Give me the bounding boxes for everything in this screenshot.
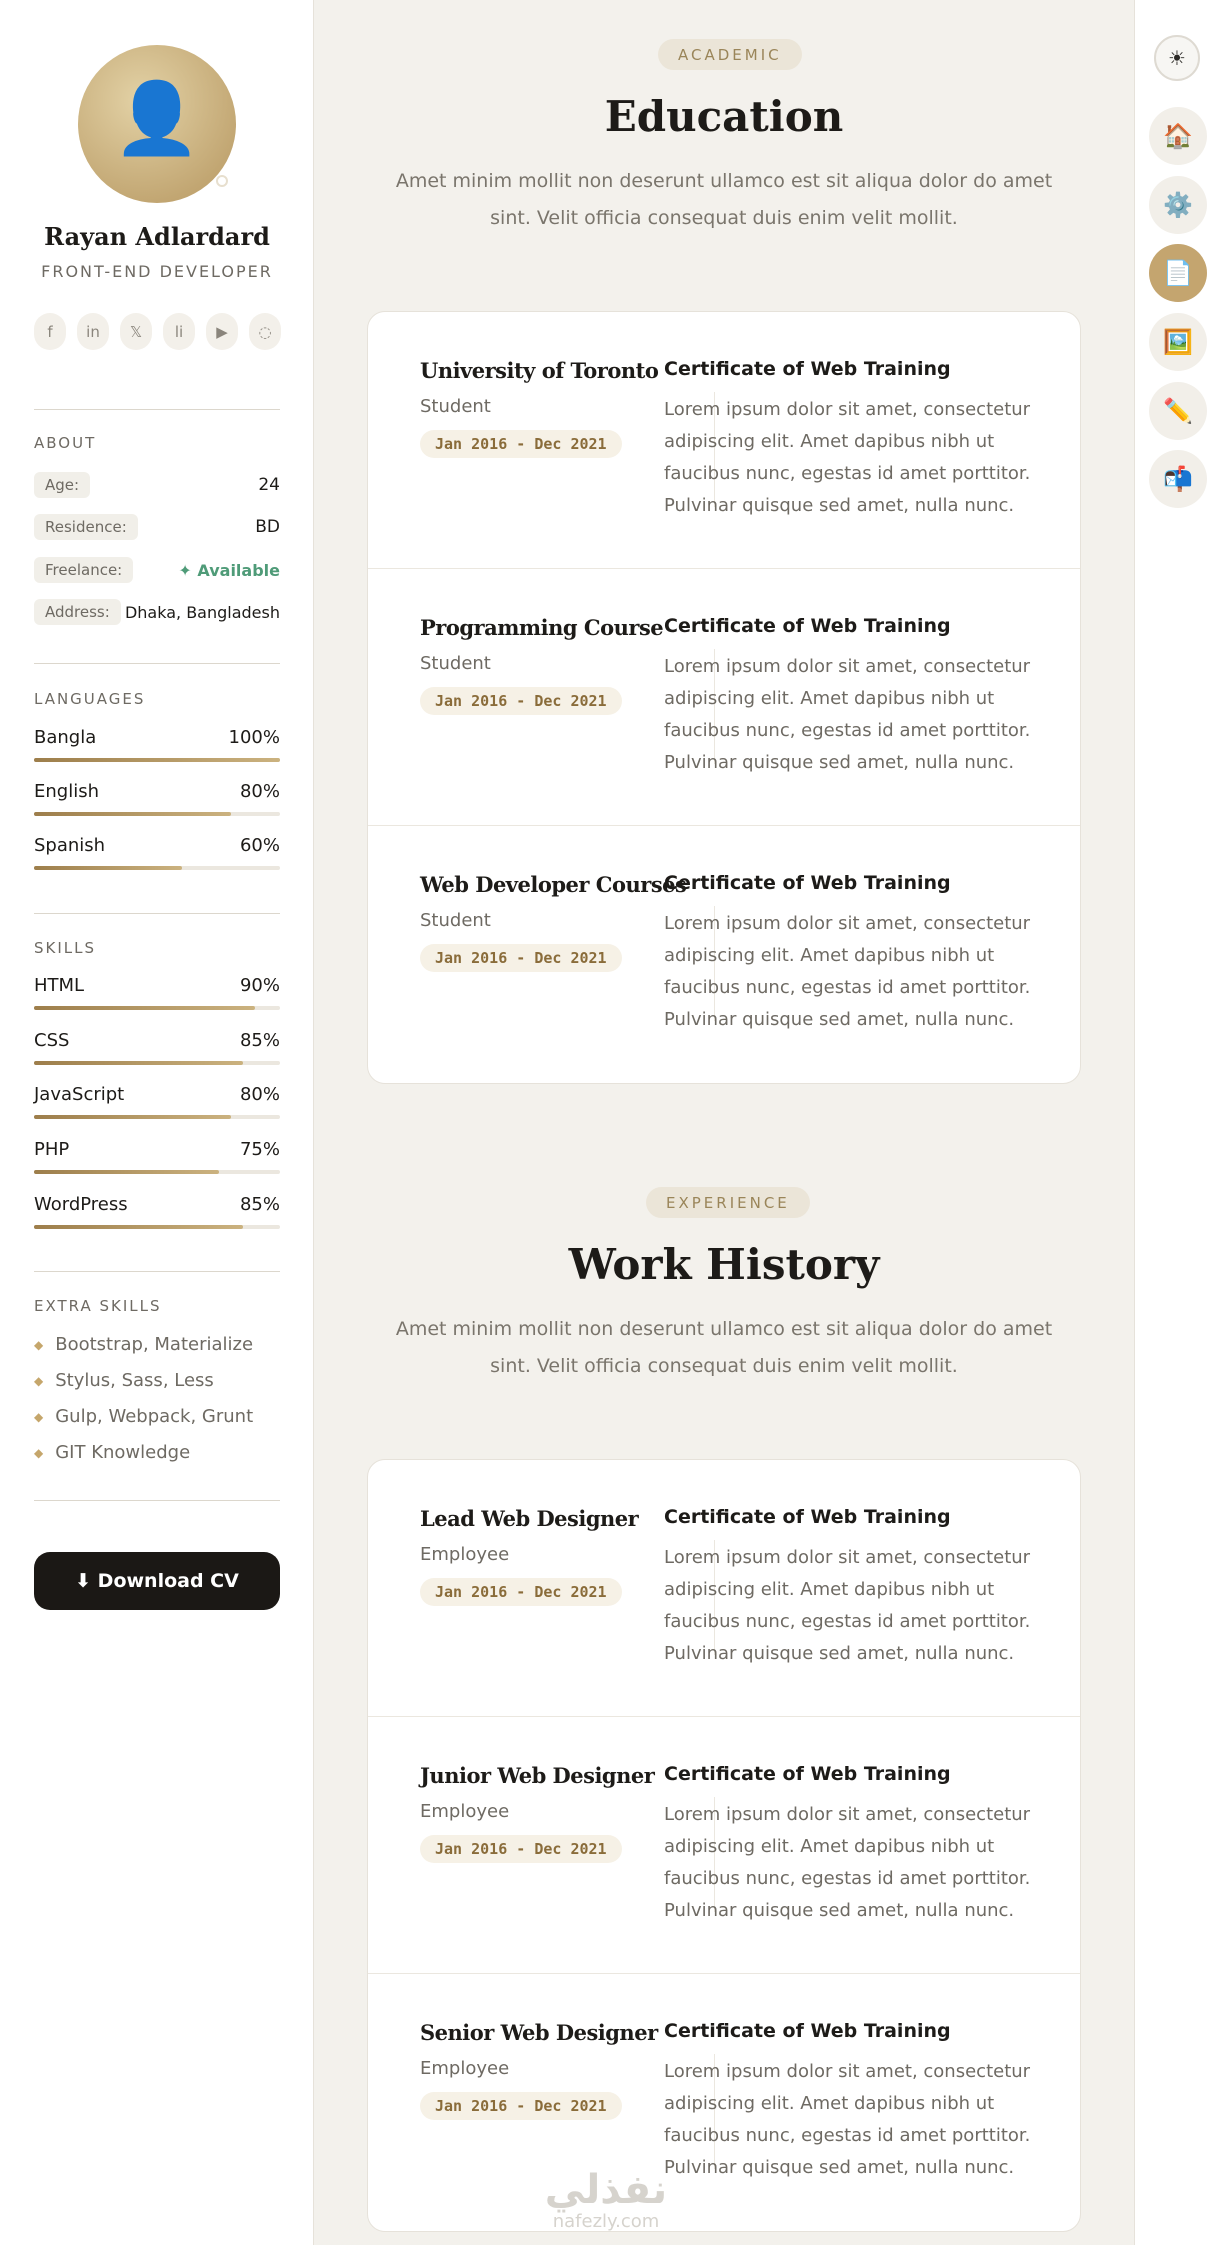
profile-role: FRONT-END DEVELOPER xyxy=(41,262,273,281)
entry-description: Lorem ipsum dolor sit amet, consectetur adipiscing elit. Amet dapibus nibh ut faucibus nunc, egestas id amet porttitor. Pulvinar quisque sed amet, nulla nunc. xyxy=(664,1804,1031,1921)
divider xyxy=(34,1271,280,1272)
skills-label: SKILLS xyxy=(34,939,97,957)
progress-fill xyxy=(34,1006,255,1010)
about-value: BD xyxy=(255,517,280,537)
progress-fill xyxy=(34,812,231,816)
section-title-education: Education xyxy=(604,92,844,141)
x-icon[interactable]: 𝕏 xyxy=(120,313,152,350)
progress-track xyxy=(34,758,280,762)
entry-role: Employee xyxy=(420,1544,510,1565)
nav-portfolio-button[interactable]: 🖼️ xyxy=(1149,313,1207,371)
progress-track xyxy=(34,1006,280,1010)
entry-description: Lorem ipsum dolor sit amet, consectetur adipiscing elit. Amet dapibus nibh ut faucibus nunc, egestas id amet porttitor. Pulvinar quisque sed amet, nulla nunc. xyxy=(664,913,1031,1030)
about-value: 24 xyxy=(258,475,280,495)
about-row-age xyxy=(34,471,280,499)
skill-php xyxy=(34,1139,280,1174)
avatar xyxy=(78,45,236,203)
language-percent: 80% xyxy=(239,781,280,802)
skill-name: CSS xyxy=(34,1030,70,1051)
entry-certificate: Certificate of Web Training xyxy=(664,615,951,637)
progress-fill xyxy=(34,758,280,762)
linkedin-icon[interactable]: in xyxy=(77,313,109,350)
watermark-text: نفذلي xyxy=(544,2167,668,2213)
about-key: Age: xyxy=(34,472,90,498)
skill-percent: 85% xyxy=(239,1194,280,1215)
education-entry xyxy=(368,312,1080,569)
progress-fill xyxy=(34,866,182,870)
watermark-logo xyxy=(536,2168,676,2232)
language-name: Spanish xyxy=(34,835,106,856)
skill-percent: 85% xyxy=(239,1030,280,1051)
youtube-icon[interactable]: ▶ xyxy=(206,313,238,350)
entry-title: Programming Course xyxy=(420,615,664,640)
entry-date-badge: Jan 2016 - Dec 2021 xyxy=(420,687,622,715)
divider xyxy=(34,1500,280,1501)
bullet-icon: ◆ xyxy=(34,1373,44,1388)
entry-date-badge: Jan 2016 - Dec 2021 xyxy=(420,430,622,458)
progress-track xyxy=(34,1225,280,1229)
section-intro-education: Amet minim mollit non deserunt ullamco est sit aliqua dolor do amet sint. Velit officia consequat duis enim velit mollit. xyxy=(395,170,1053,229)
skill-name: WordPress xyxy=(34,1194,128,1215)
extra-skills-label: EXTRA SKILLS xyxy=(34,1297,162,1315)
entry-date-badge: Jan 2016 - Dec 2021 xyxy=(420,1835,622,1863)
about-value: Dhaka, Bangladesh xyxy=(124,602,280,622)
skill-html xyxy=(34,975,280,1010)
progress-fill xyxy=(34,1170,219,1174)
nav-resume-button[interactable]: 📄 xyxy=(1149,244,1207,302)
entry-role: Employee xyxy=(420,1801,510,1822)
progress-fill xyxy=(34,1061,243,1065)
skill-name: JavaScript xyxy=(34,1084,125,1105)
work-entry xyxy=(368,1974,1080,2231)
divider xyxy=(34,663,280,664)
extra-skill-item xyxy=(34,1406,253,1427)
nav-blog-button[interactable]: ✏️ xyxy=(1149,382,1207,440)
entry-title: Web Developer Courses xyxy=(420,872,687,897)
entry-title: University of Toronto xyxy=(420,358,659,383)
language-percent: 60% xyxy=(239,835,280,856)
work-history-card xyxy=(367,1459,1081,2232)
languages-label: LANGUAGES xyxy=(34,690,146,708)
nav-services-button[interactable]: ⚙️ xyxy=(1149,176,1207,234)
skill-percent: 90% xyxy=(239,975,280,996)
progress-track xyxy=(34,1170,280,1174)
language-spanish xyxy=(34,835,280,870)
divider xyxy=(34,409,280,410)
download-cv-label: ⬇ Download CV xyxy=(75,1570,239,1592)
extra-skill-text: Gulp, Webpack, Grunt xyxy=(55,1406,254,1427)
education-card xyxy=(367,311,1081,1084)
online-status-dot xyxy=(216,175,228,187)
extra-skill-item xyxy=(34,1442,190,1463)
entry-title: Senior Web Designer xyxy=(420,2020,658,2045)
entry-description: Lorem ipsum dolor sit amet, consectetur adipiscing elit. Amet dapibus nibh ut faucibus nunc, egestas id amet porttitor. Pulvinar quisque sed amet, nulla nunc. xyxy=(664,656,1031,773)
facebook-icon[interactable]: f xyxy=(34,313,66,350)
availability-status: ✦ Available xyxy=(178,560,280,580)
section-intro-work: Amet minim mollit non deserunt ullamco est sit aliqua dolor do amet sint. Velit officia consequat duis enim velit mollit. xyxy=(395,1318,1053,1377)
progress-fill xyxy=(34,1115,231,1119)
progress-track xyxy=(34,1061,280,1065)
profile-name: Rayan Adlardard xyxy=(44,222,270,251)
entry-certificate: Certificate of Web Training xyxy=(664,1763,951,1785)
progress-track xyxy=(34,1115,280,1119)
skill-javascript xyxy=(34,1084,280,1119)
li-icon[interactable]: li xyxy=(163,313,195,350)
entry-description: Lorem ipsum dolor sit amet, consectetur adipiscing elit. Amet dapibus nibh ut faucibus nunc, egestas id amet porttitor. Pulvinar quisque sed amet, nulla nunc. xyxy=(664,399,1031,516)
profile-sidebar xyxy=(0,0,314,2245)
download-cv-button[interactable] xyxy=(34,1552,280,1610)
language-name: Bangla xyxy=(34,727,97,748)
language-name: English xyxy=(34,781,99,802)
entry-role: Employee xyxy=(420,2058,510,2079)
entry-description: Lorem ipsum dolor sit amet, consectetur adipiscing elit. Amet dapibus nibh ut faucibus nunc, egestas id amet porttitor. Pulvinar quisque sed amet, nulla nunc. xyxy=(664,2061,1031,2178)
entry-role: Student xyxy=(420,653,491,674)
bullet-icon: ◆ xyxy=(34,1337,44,1352)
entry-description: Lorem ipsum dolor sit amet, consectetur adipiscing elit. Amet dapibus nibh ut faucibus nunc, egestas id amet porttitor. Pulvinar quisque sed amet, nulla nunc. xyxy=(664,1547,1031,1664)
social-links xyxy=(34,313,281,350)
section-pill-experience: EXPERIENCE xyxy=(646,1187,810,1218)
theme-toggle-button[interactable]: ☀ xyxy=(1154,35,1200,81)
progress-fill xyxy=(34,1225,243,1229)
watermark-url: nafezly.com xyxy=(552,2211,660,2232)
person-icon: 👤 xyxy=(113,77,201,159)
skill-css xyxy=(34,1030,280,1065)
bullet-icon: ◆ xyxy=(34,1445,44,1460)
skill-percent: 80% xyxy=(239,1084,280,1105)
nav-home-button[interactable]: 🏠 xyxy=(1149,107,1207,165)
about-label: ABOUT xyxy=(34,434,97,452)
github-icon[interactable]: ◌ xyxy=(249,313,281,350)
work-entry xyxy=(368,1717,1080,1974)
education-entry xyxy=(368,826,1080,1083)
education-entry xyxy=(368,569,1080,826)
about-row-residence xyxy=(34,513,280,541)
entry-certificate: Certificate of Web Training xyxy=(664,2020,951,2042)
progress-track xyxy=(34,812,280,816)
section-pill-academic: ACADEMIC xyxy=(658,39,802,70)
about-key: Address: xyxy=(34,599,121,625)
work-entry xyxy=(368,1460,1080,1717)
bullet-icon: ◆ xyxy=(34,1409,44,1424)
entry-role: Student xyxy=(420,396,491,417)
about-row-address xyxy=(34,598,280,626)
entry-certificate: Certificate of Web Training xyxy=(664,872,951,894)
entry-title: Junior Web Designer xyxy=(420,1763,655,1788)
skill-name: HTML xyxy=(34,975,85,996)
entry-role: Student xyxy=(420,910,491,931)
progress-track xyxy=(34,866,280,870)
extra-skill-text: Stylus, Sass, Less xyxy=(55,1370,214,1391)
extra-skill-item xyxy=(34,1334,253,1355)
entry-certificate: Certificate of Web Training xyxy=(664,358,951,380)
entry-certificate: Certificate of Web Training xyxy=(664,1506,951,1528)
skill-wordpress xyxy=(34,1194,280,1229)
nav-contact-button[interactable]: 📬 xyxy=(1149,450,1207,508)
language-bangla xyxy=(34,727,280,762)
about-key: Freelance: xyxy=(34,557,133,583)
language-english xyxy=(34,781,280,816)
skill-percent: 75% xyxy=(239,1139,280,1160)
section-title-work-history: Work History xyxy=(568,1240,880,1289)
divider xyxy=(34,913,280,914)
skill-name: PHP xyxy=(34,1139,70,1160)
extra-skill-item xyxy=(34,1370,214,1391)
about-row-freelance xyxy=(34,556,280,584)
about-key: Residence: xyxy=(34,514,138,540)
right-nav-rail xyxy=(1134,0,1220,2245)
extra-skill-text: GIT Knowledge xyxy=(55,1442,191,1463)
entry-title: Lead Web Designer xyxy=(420,1506,639,1531)
entry-date-badge: Jan 2016 - Dec 2021 xyxy=(420,944,622,972)
entry-date-badge: Jan 2016 - Dec 2021 xyxy=(420,1578,622,1606)
entry-date-badge: Jan 2016 - Dec 2021 xyxy=(420,2092,622,2120)
language-percent: 100% xyxy=(228,727,280,748)
extra-skill-text: Bootstrap, Materialize xyxy=(55,1334,254,1355)
